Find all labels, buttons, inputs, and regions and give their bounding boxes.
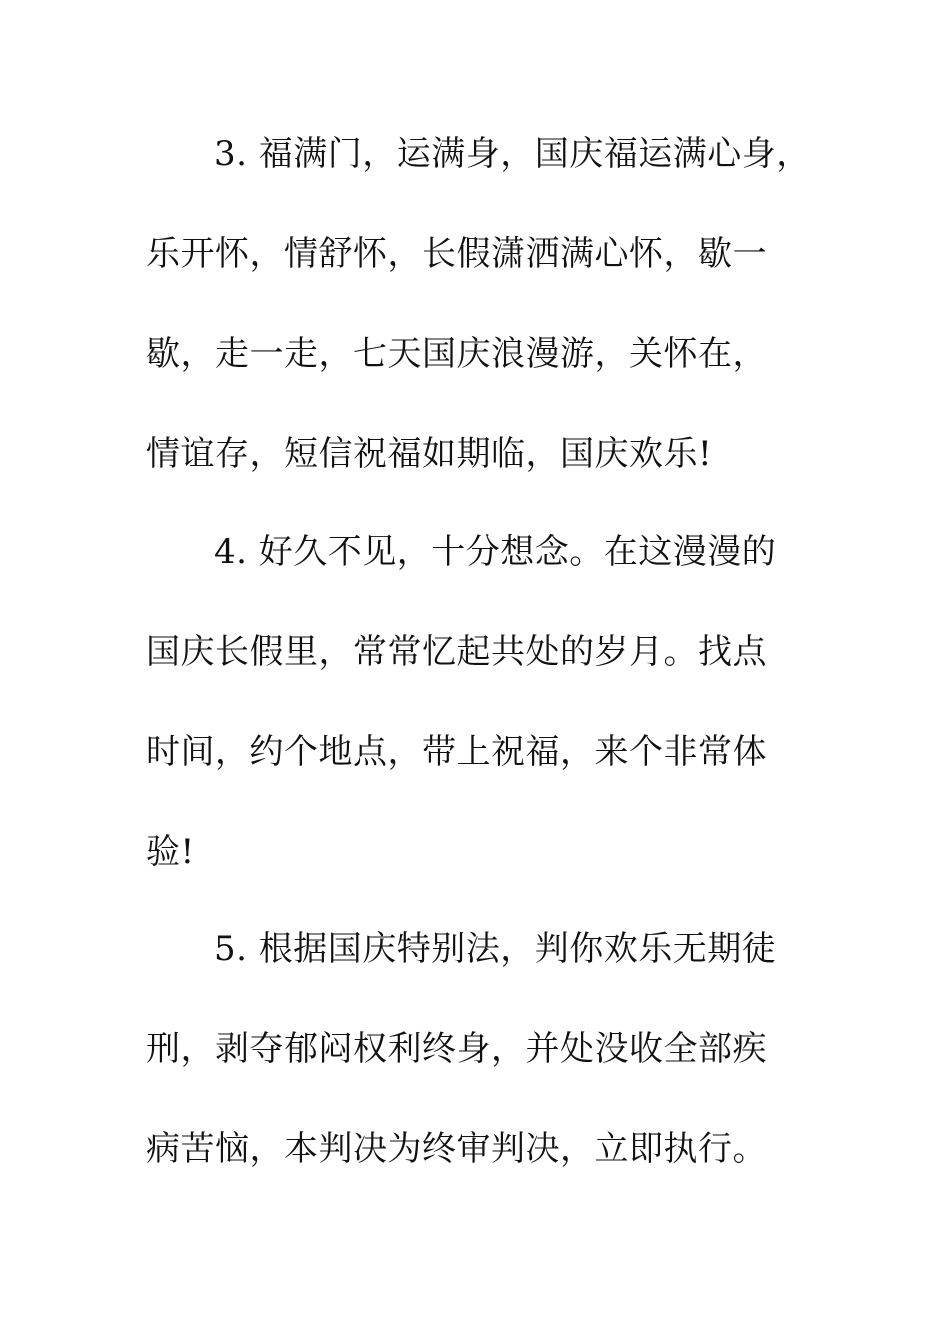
text-line: 乐开怀，情舒怀，长假潇洒满心怀，歇一	[146, 234, 767, 274]
text-line: 国庆长假里，常常忆起共处的岁月。找点	[146, 632, 767, 672]
text-line: 歇，走一走，七天国庆浪漫游，关怀在，	[146, 334, 767, 374]
text-line: 4. 好久不见，十分想念。在这漫漫的	[214, 532, 777, 572]
text-line: 5. 根据国庆特别法，判你欢乐无期徒	[214, 929, 777, 969]
text-line: 3. 福满门，运满身，国庆福运满心身，	[214, 134, 811, 174]
text-line: 刑，剥夺郁闷权利终身，并处没收全部疾	[146, 1029, 767, 1069]
text-line: 验!	[146, 832, 195, 872]
text-line: 时间，约个地点，带上祝福，来个非常体	[146, 732, 767, 772]
text-line: 情谊存，短信祝福如期临，国庆欢乐!	[146, 434, 713, 474]
text-line: 病苦恼，本判决为终审判决，立即执行。	[146, 1129, 767, 1169]
